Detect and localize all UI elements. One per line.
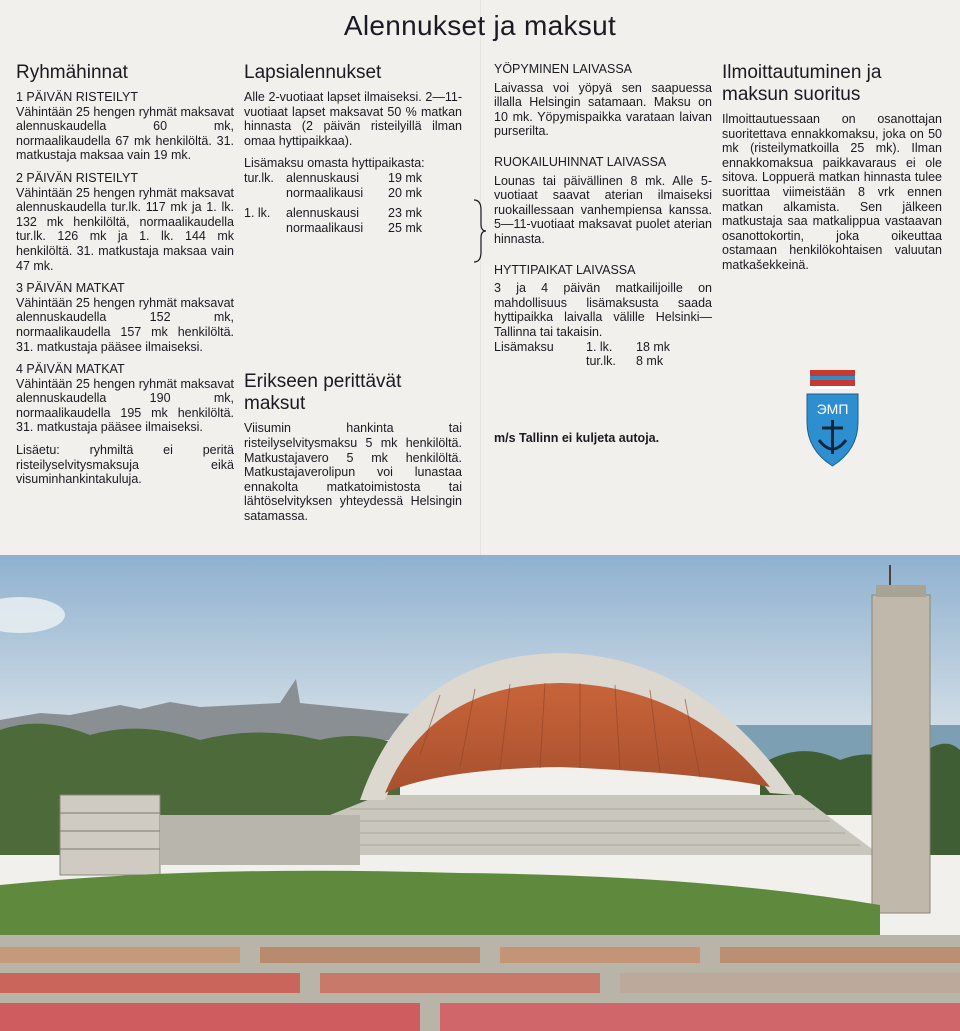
registration-column [722, 62, 942, 273]
price-cell: 19 mk [388, 170, 423, 185]
section-title: RUOKAILUHINNAT LAIVASSA [494, 154, 667, 169]
section-text: Vähintään 25 hengen ryhmät maksavat alennuskaudella 60 mk, normaalikaudella 67 mk henkilöltä. 31. matkustaja maksaa vain 19 mk. [16, 104, 234, 163]
section-3-day [16, 281, 234, 354]
price-cell: 25 mk [388, 220, 423, 235]
cabin-price-table [494, 340, 712, 369]
class-cell: 1. lk. [244, 206, 271, 221]
price-cell: 18 mk [636, 339, 671, 354]
price-cell: 23 mk [388, 206, 423, 221]
section-title: 2 PÄIVÄN RISTEILYT [16, 170, 139, 185]
price-cell: 8 mk [636, 354, 664, 369]
emblem-text: ЭМП [816, 401, 849, 417]
song-festival-grounds-photo [0, 555, 960, 1031]
child-discounts-column [244, 62, 462, 524]
section-text: 3 ja 4 päivän matkailijoille on mahdollisuus lisämaksusta saada hyttipaikka laivalla välille Helsinki—Tallinna tai takaisin. [494, 281, 712, 339]
section-1-day [16, 90, 234, 163]
registration-text: Ilmoittautuessaan on osanottajan suoritettava ennakkomaksu, joka on 50 mk (risteilymatkoilla 25 mk). Ilman ennakkomaksua paikkavaraus ei ole sitova. Loppuerä matkan hinnasta tulee suorittaa viimeistään 8 vrk ennen matkan alkamista. Sen jälkeen matkustaja saa matkalippua vastaavan osanottokortin, joka oikeuttaa ostamaan henkilökohtaisen valuutan matkašekkeinä. [722, 112, 942, 272]
season-cell: alennuskausi [286, 206, 359, 221]
child-discounts-heading: Lapsialennukset [244, 62, 382, 83]
section-title: YÖPYMINEN LAIVASSA [494, 62, 633, 76]
group-note: Lisäetu: ryhmiltä ei peritä risteilyselvitysmaksuja eikä visuminhankintakuluja. [16, 443, 234, 487]
group-prices-heading: Ryhmähinnat [16, 62, 128, 83]
section-text: Vähintään 25 hengen ryhmät maksavat alennuskaudella 152 mk, normaalikaudella 157 mk henkilöltä. 31. matkustaja pääsee ilmaiseksi. [16, 295, 234, 354]
season-cell: normaalikausi [286, 185, 364, 200]
section-4-day [16, 362, 234, 435]
child-intro: Alle 2-vuotiaat lapset ilmaiseksi. 2—11-vuotiaat lapset maksavat 50 % matkan hinnasta (2 päivän risteilyillä ilman omaa hyttipaikkaa). [244, 90, 462, 148]
class-cell [244, 186, 286, 201]
section-2-day [16, 171, 234, 273]
meals-section [494, 155, 712, 247]
section-text: Laivassa voi yöpyä sen saapuessa illalla Helsingin satamaan. Maksu on 10 mk. Yöpymispaikka varataan laivan purserilta. [494, 80, 712, 139]
surcharge-label: Lisämaksu [494, 339, 554, 354]
section-title: 4 PÄIVÄN MATKAT [16, 362, 125, 377]
extra-fees-text: Viisumin hankinta tai risteilyselvitysmaksu 5 mk henkilöltä. Matkustajavero 5 mk henkilöltä. Matkustajaverolipun voi lunastaa ennakolta matkatoimistosta tai lähtöselvityksen yhteydessä Helsingin satamassa. [244, 421, 462, 523]
season-cell: normaalikausi [286, 220, 364, 235]
overnight-section [494, 62, 712, 139]
center-fold [480, 0, 481, 555]
season-cell: alennuskausi [286, 170, 359, 185]
registration-heading: Ilmoittautuminen ja maksun suoritus [722, 62, 882, 105]
class-cell: tur.lk. [244, 170, 274, 185]
price-cell: 20 mk [388, 185, 423, 200]
onboard-column [494, 62, 712, 445]
section-title: HYTTIPAIKAT LAIVASSA [494, 262, 636, 277]
section-text: Vähintään 25 hengen ryhmät maksavat alennuskaudella tur.lk. 117 mk ja 1. lk. 132 mk henkilöltä, normaalikaudella tur.lk. 126 mk ja 1. lk. 144 mk henkilöltä. 31. matkustaja maksaa vain 47 mk. [16, 185, 234, 273]
cabins-section [494, 263, 712, 369]
group-prices-column [16, 62, 234, 487]
page-title: Alennukset ja maksut [343, 10, 617, 41]
class-cell: tur.lk. [586, 354, 616, 369]
section-title: 3 PÄIVÄN MATKAT [16, 281, 125, 296]
class-cell: 1. lk. [586, 339, 613, 354]
section-title: 1 PÄIVÄN RISTEILYT [16, 90, 139, 104]
section-text: Lounas tai päivällinen 8 mk. Alle 5-vuotiaat saavat aterian ilmaiseksi ruokaillessaan vanhempiensa kanssa. 5—11-vuotiaat maksavat puolet aterian hinnasta. [494, 173, 712, 246]
no-cars-note: m/s Tallinn ei kuljeta autoja. [494, 430, 660, 445]
class-cell [244, 221, 286, 236]
extra-fees-heading: Erikseen perittävät maksut [244, 371, 402, 415]
cabin-surcharge-lead: Lisämaksu omasta hyttipaikasta: [244, 156, 425, 171]
emp-shield-logo [805, 370, 860, 468]
cabin-surcharge-table [244, 171, 462, 235]
brace-icon [471, 198, 487, 264]
section-text: Vähintään 25 hengen ryhmät maksavat alennuskaudella 190 mk, normaalikaudella 195 mk henkilöltä. 31. matkustaja pääsee ilmaiseksi. [16, 376, 234, 435]
